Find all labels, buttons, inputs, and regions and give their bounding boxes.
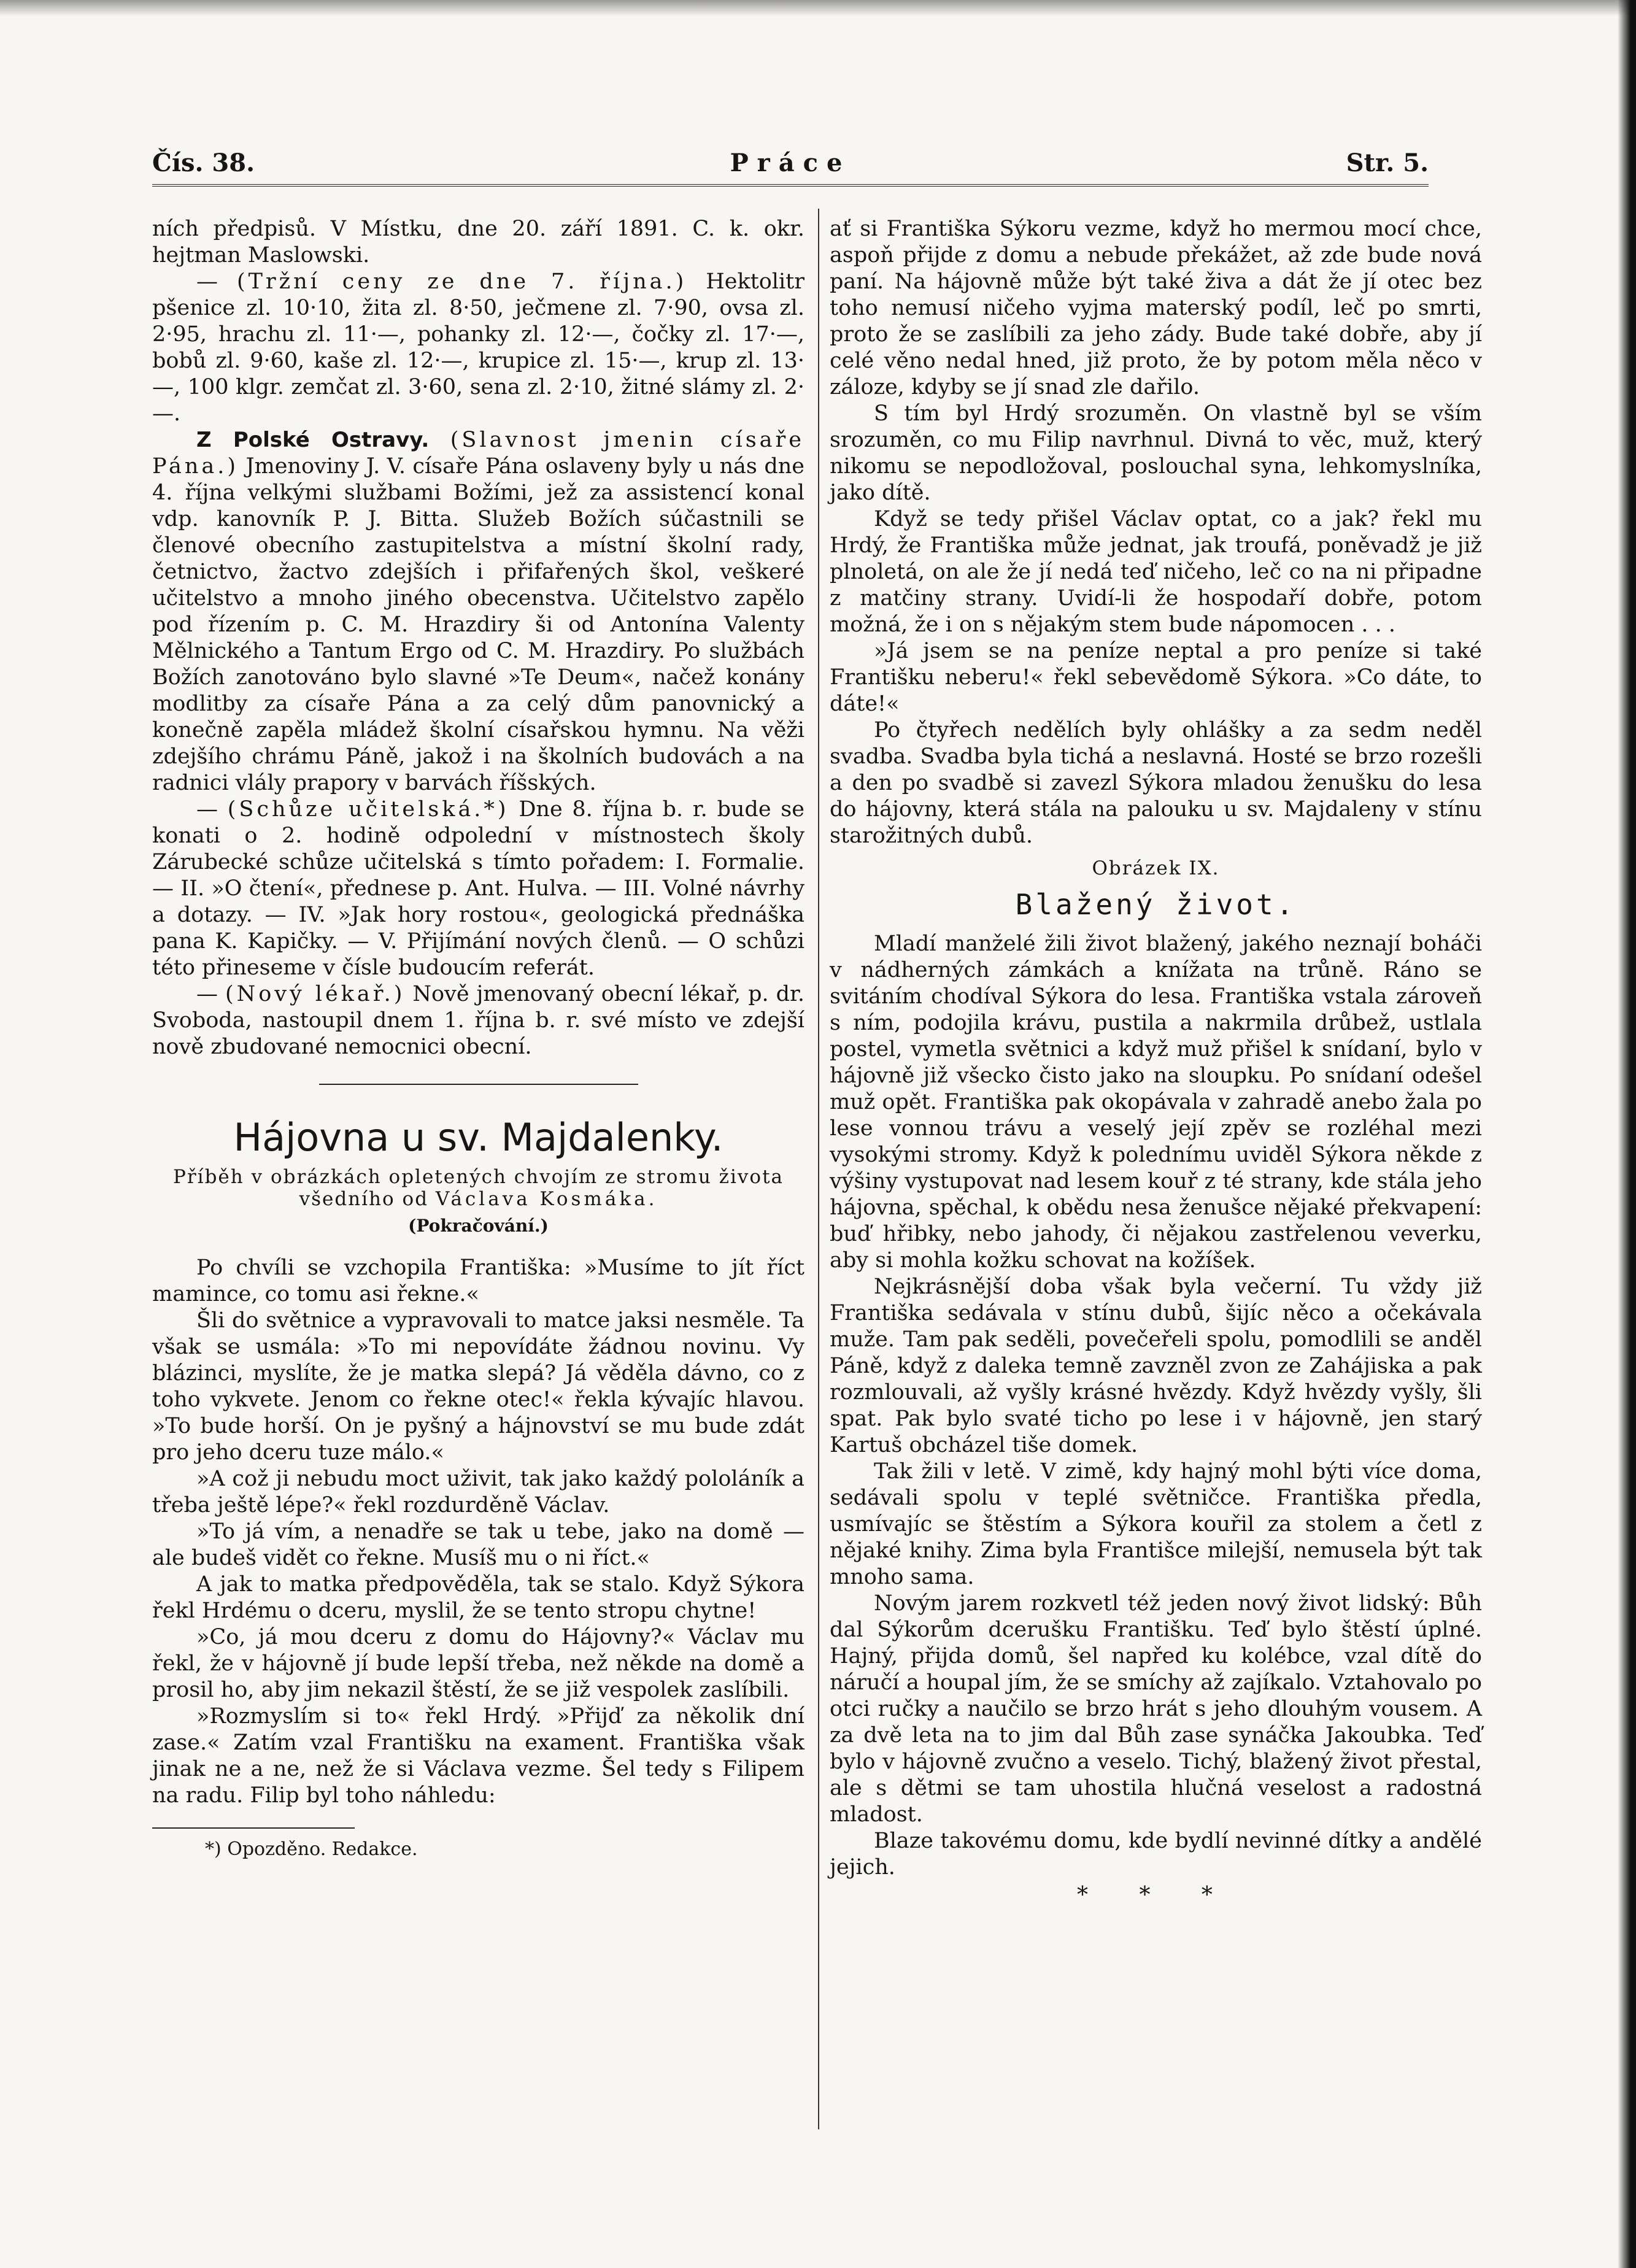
story-paragraph: »Já jsem se na peníze neptal a pro peníze si také Františku neberu!« řekl sebevědomě Sýkora. »Co dáte, to dáte!« [830, 639, 1482, 716]
story-paragraph: Po čtyřech nedělích byly ohlášky a za sedm neděl svadba. Svadba byla tichá a neslavná. Hosté se brzo rozešli a den po svadbě si zavezl Sýkora mladou ženušku do lesa do hájovny, která stála na palouku u sv. Majdaleny v stínu starožitných dubů. [830, 718, 1482, 848]
story-paragraph: ať si Františka Sýkoru vezme, když ho mermou mocí chce, aspoň přijde z domu a nebude překážet, až zde bude nová paní. Na hájovně může být také živa a dát že jí otec bez toho nemusí ničeho vyjma materský podíl, leč po smrti, proto že se zaslíbili za jeho zády. Bude také dobře, aby jí celé věno nedal hned, již proto, že by potom měla něco v záloze, kdyby se jí snad zle dařilo. [830, 217, 1482, 399]
story-paragraph: A jak to matka předpověděla, tak se stalo. Když Sýkora řekl Hrdému o dceru, myslil, že se tento stropu chytne! [152, 1572, 804, 1623]
column-divider [818, 209, 819, 2129]
news-text: Hektolitr pšenice zl. 10·10, žita zl. 8·50, ječmene zl. 7·90, ovsa zl. 2·95, hrachu zl. 11·—, pohanky zl. 12·—, čočky zl. 17·—, bobů zl. 9·60, kaše zl. 12·—, krupice zl. 15·—, krup zl. 13·—, 100 klgr. zemčat zl. 3·60, sena zl. 2·10, žitné slámy zl. 2·—. [152, 269, 804, 426]
story-paragraph: »Co, já mou dceru z domu do Hájovny?« Václav mu řekl, že v hájovně jí bude lepší třeba, než někde na domě a prosil ho, aby jim nekazil štěstí, že se již vespolek zaslíbili. [152, 1625, 804, 1702]
news-item-market-prices: — (Tržní ceny ze dne 7. října.) Hektolitr pšenice zl. 10·10, žita zl. 8·50, ječmene zl. 7·90, ovsa zl. 2·95, hrachu zl. 11·—, pohanky zl. 12·—, čočky zl. 17·—, bobů zl. 9·60, kaše zl. 12·—, krupice zl. 15·—, krup zl. 13·—, 100 klgr. zemčat zl. 3·60, sena zl. 2·10, žitné slámy zl. 2·—. [152, 269, 804, 426]
chapter-number: Obrázek IX. [1092, 857, 1220, 879]
footnote-rule [152, 1827, 355, 1829]
news-item-polska-ostrava [152, 427, 804, 796]
scan-edge-top [0, 0, 1636, 16]
story-paragraph: »To já vím, a nenadře se tak u tebe, jako na domě — ale budeš vidět co řekne. Musíš mu o ni říct.« [152, 1519, 804, 1570]
story-paragraph: Když se tedy přišel Václav optat, co a jak? řekl mu Hrdý, že Františka může jednat, jak troufá, poněvadž je již plnoletá, on ale že jí nedá teď ničeho, leč co na ni připadne z matčiny strany. Uvidí-li že hospodaří dobře, potom možná, že i on s nějakým stem bude nápomocen . . . [830, 507, 1482, 637]
story-paragraph: Šli do světnice a vypravovali to matce jaksi nesměle. Ta však se usmála: »To mi nepovídáte žádnou novinu. Vy blázinci, myslíte, že je matka slepá? Já věděla dávno, co z toho vykvete. Jenom co řekne otec!« řekla kývajíc hlavou. »To bude horší. On je pyšný a hájnovství se mu bude zdát pro jeho dceru tuze málo.« [152, 1308, 804, 1465]
story-paragraph: Nejkrásnější doba však byla večerní. Tu vždy již Františka sedávala v stínu dubů, šijíc něco a očekávala muže. Tam pak seděli, povečeřeli spolu, pomodlili se anděl Páně, když z daleka temně zavzněl zvon ze Zahájiska a pak rozmlouvali, až vyšly krásné hvězdy. Když hvězdy vyšly, šli spat. Pak bylo svaté ticho po lese i v hájovně, jen starý Kartuš obcházel tiše domek. [830, 1275, 1482, 1457]
news-heading: (Tržní ceny ze dne 7. října.) [236, 269, 687, 294]
article-tail: ních předpisů. V Místku, dne 20. září 1891. C. k. okr. hejtman Maslowski. [152, 217, 804, 268]
story-paragraph: Blaze takovému domu, kde bydlí nevinné dítky a andělé jejich. [830, 1829, 1482, 1880]
section-divider [319, 1084, 638, 1101]
story-title: Hájovna u sv. Majdalenky. [233, 1115, 723, 1160]
right-column [830, 216, 1482, 1908]
scan-edge-right [1618, 0, 1636, 2268]
story-author: Václava Kosmáka. [435, 1188, 658, 1210]
chapter-title: Blažený život. [1015, 888, 1297, 921]
news-text: Jmenoviny J. V. císaře Pána oslaveny byly u nás dne 4. října velkými službami Božími, jež za assistencí konal vdp. kanovník P. J. Bitta. Služeb Božích súčastnili se členové obecního zastupitelstva a místní školní rady, četnictvo, žactvo zdejších i přifařených škol, veškeré učitelstvo a mnoho jiného obecenstva. Učitelstvo zapělo pod řízením p. C. M. Hrazdiry ši od Antonína Valenty Mělnického a Tantum Ergo od C. M. Hrazdiry. Po službách Božích zanotováno bylo slavné »Te Deum«, načež konány modlitby za císaře Pána a za celý dům panovnický a konečně zapěla mládež školní císařskou hymnu. Na věži zdejšího chrámu Páně, jakož i na školních budovách a na radnici vlály prapory v barvách říšských. [152, 454, 804, 795]
news-item-teachers-meeting: — (Schůze učitelská.*) Dne 8. října b. r. bude se konati o 2. hodině odpolední v místnostech školy Zárubecké schůze učitelská s tímto pořadem: I. Formalie. — II. »O čtení«, přednese p. Ant. Hulva. — III. Volné návrhy a dotazy. — IV. »Jak hory rostou«, geologická přednáška pana K. Kapičky. — V. Přijímání nových členů. — O schůzi této přineseme v čísle budoucím referát. [152, 797, 804, 980]
left-column [152, 216, 804, 1862]
issue-number: Čís. 38. [152, 148, 255, 177]
header-rule [152, 184, 1429, 187]
story-paragraph: »A což ji nebudu moct uživit, tak jako každý pololáník a třeba ještě lépe?« řekl rozdurděně Václav. [152, 1467, 804, 1518]
page-number: Str. 5. [1346, 148, 1429, 177]
story-paragraph: Mladí manželé žili život blažený, jakého neznají boháči v nádherných zámkách a knížata na trůně. Ráno se svitáním chodíval Sýkora do lesa. Františka vstala zároveň s ním, podojila krávu, pustila a nakrmila drůbež, ustlala postel, vymetla světnici a když muž přišel k snídaní, bylo v hájovně již všecko čisto jako na sloupku. Po snídaní odešel muž opět. Františka pak okopávala v zahradě anebo žala po lese vonnou trávu a veselý její zpěv se rozléhal mezi vysokými stromy. Když k polednímu uviděl Sýkora někde z výšiny vystupovat nad lesem kouř z té strany, kde stála jeho hájovna, spěchal, k obědu nesa ženušce nějaké překvapení: buď hřibky, nebo jahody, či nějakou zastřelenou veverku, aby si mohla kožku schovat na kožíšek. [830, 932, 1482, 1273]
story-subtitle [152, 1166, 804, 1210]
news-item-new-doctor: — (Nový lékař.) Nově jmenovaný obecní lékař, p. dr. Svoboda, nastoupil dnem 1. října b. r. své místo ve zdejší nově zbudované nemocnici obecní. [152, 982, 804, 1059]
story-paragraph: S tím byl Hrdý srozuměn. On vlastně byl se vším srozuměn, co mu Filip navrhnul. Divná to věc, muž, který nikomu se nepodložoval, poslouchal syna, lehkomyslníka, jako dítě. [830, 401, 1482, 505]
story-paragraph: Novým jarem rozkvetl též jeden nový život lidský: Bůh dal Sýkorům dcerušku Františku. Teď bylo štěstí úplné. Hajný, přijda domů, šel napřed ku kolébce, vzal dítě do náručí a houpal jím, že se smíchy až zajíkalo. Vztahovalo po otci ručky a naučilo se brzo hrát s jeho dlouhým vousem. A za dvě leta na to jim dal Bůh zase synáčka Jakoubka. Teď bylo v hájovně zvučno a veselo. Tichý, blažený život přestal, ale s dětmi se tam uhostila hlučná veselost a radostná mladost. [830, 1591, 1482, 1827]
asterism: * * * [1077, 1883, 1235, 1908]
continuation-note: (Pokračování.) [408, 1216, 549, 1236]
page-header [152, 148, 1429, 185]
news-text: Dne 8. října b. r. bude se konati o 2. hodině odpolední v místnostech školy Zárubecké schůze učitelská s tímto pořadem: I. Formalie. — II. »O čtení«, přednese p. Ant. Hulva. — III. Volné návrhy a dotazy. — IV. »Jak hory rostou«, geologická přednáška pana K. Kapičky. — V. Přijímání nových členů. — O schůzi této přineseme v čísle budoucím referát. [152, 797, 804, 980]
story-paragraph: »Rozmyslím si to« řekl Hrdý. »Přijď za několik dní zase.« Zatím vzal Františku na exament. Františka však jinak ne a ne, než že si Václava vezme. Šel tedy s Filipem na radu. Filip byl toho náhledu: [152, 1704, 804, 1808]
story-subtitle-line2: všedního od [299, 1188, 429, 1210]
story-subtitle-line1: Příběh v obrázkách opletených chvojím ze stromu života [172, 1166, 784, 1188]
news-heading: (Schůze učitelská.*) [227, 797, 509, 822]
news-heading: (Nový lékař.) [225, 982, 406, 1006]
place-heading: Z Polské Ostravy. [196, 428, 430, 452]
story-paragraph: Tak žili v letě. V zimě, kdy hajný mohl býti více doma, sedávali spolu v teplé světničce. Františka předla, usmívajíc se štěstím a Sýkora kouřil za stolem a četl z nějaké knihy. Zima byla Františce milejší, nemusela být tak mnoho sama. [830, 1459, 1482, 1589]
footnote: *) Opozděno. Redakce. [205, 1838, 418, 1860]
news-text: Nově jmenovaný obecní lékař, p. dr. Svoboda, nastoupil dnem 1. října b. r. své místo ve zdejší nově zbudované nemocnici obecní. [152, 982, 804, 1059]
newspaper-title: Práce [730, 148, 851, 177]
story-paragraph: Po chvíli se vzchopila Františka: »Musíme to jít říct mamince, co tomu asi řekne.« [152, 1256, 804, 1306]
news-heading: (Slavnost jmenin císaře Pána.) [152, 428, 804, 479]
